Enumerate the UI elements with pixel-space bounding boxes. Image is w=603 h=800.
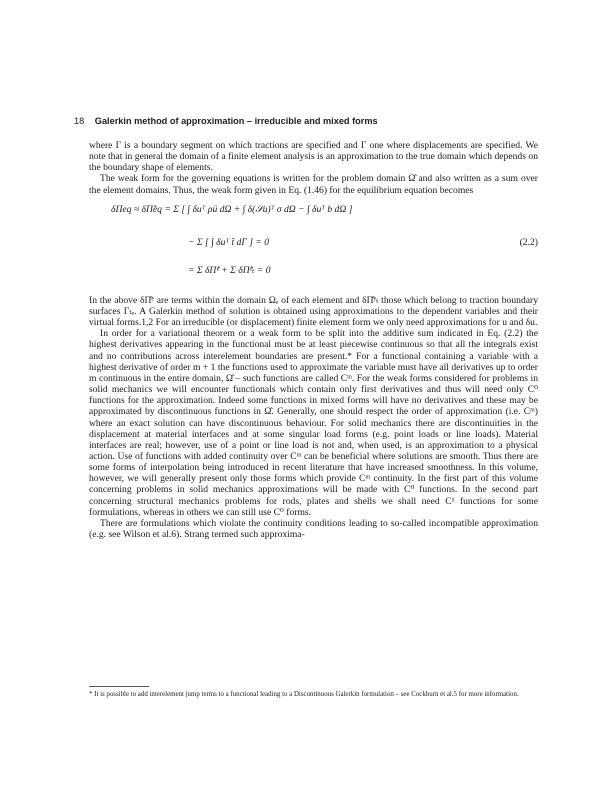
paragraph-2: The weak form for the governing equations is written for the problem domain Ω̂ and also written as a sum over the element domains. Thus, the weak form given in Eq. (1.46) for the equilibrium equation becomes: [89, 173, 538, 196]
equation-line-1: δΠeq ≈ δΠ̂eq = Σ [ ∫ δuᵀ ρü dΩ + ∫ δ(𝒮u)ᵀ σ dΩ − ∫ δuᵀ b dΩ ]: [111, 203, 353, 215]
footnote: * It is possible to add interelement jump terms to a functional leading to a Discontinuous Galerkin formulation – see Cockburn et al.5 for more information.: [89, 691, 519, 698]
equation-line-2: − Σ [ ∫ δuᵀ t̄ dΓ ] = 0: [188, 236, 270, 248]
equation-number: (2.2): [519, 236, 538, 248]
equation-line-3: = Σ δΠ̂ᵉ + Σ δΠ̂ᵉₜ = 0: [188, 264, 271, 276]
equation-2-2: [89, 199, 538, 291]
page-number: 18: [74, 116, 85, 126]
running-title: Galerkin method of approximation – irreducible and mixed forms: [94, 116, 378, 126]
paragraph-4: In order for a variational theorem or a weak form to be split into the additive sum indicated in Eq. (2.2) the highest derivatives appearing in the functional must be at least piecewise continuous so that all the integrals exist and no contributions across interelement boundaries are present.* For a functional containing a variable with a highest derivative of order m + 1 the functions used to approximate the variable must have all derivatives up to order m continuous in the entire domain, Ω̂ – such functions are called Cᵐ. For the weak forms considered for problems in solid mechanics we will encounter functionals which contain only first derivatives and thus will need only C⁰ functions for the approximation. Indeed some functions in mixed forms will have no derivatives and these may be approximated by discontinuous functions in Ω̂. Generally, one should respect the order of approximation (i.e. Cᵐ) where an exact solution can have discontinuous behaviour. For solid mechanics there are discontinuities in the displacement at material interfaces and at some singular load forms (e.g. point loads or line loads). Material interfaces are real; however, use of a point or line load is not and, when used, is an approximation to a physical action. Use of functions with added continuity over Cᵐ can be beneficial where solutions are smooth. Thus there are some forms of interpolation being introduced in recent literature that have increased smoothness. In this volume, however, we will generally present only those forms which provide Cᵐ continuity. In the first part of this volume concerning problems in solid mechanics approximations will be made with C⁰ functions. In the second part concerning structural mechanics problems for rods, plates and shells we shall need C¹ functions for some formulations, whereas in others we can still use C⁰ forms.: [89, 328, 538, 518]
footnote-rule: [89, 686, 149, 687]
paragraph-5: There are formulations which violate the continuity conditions leading to so-called incompatible approximation (e.g. see Wilson et al.6). Strang termed such approxima-: [89, 517, 538, 541]
body-text: [89, 140, 538, 540]
running-header: [74, 116, 378, 126]
paragraph-1: where Γ is a boundary segment on which tractions are specified and Γ one where displacements are specified. We note that in general the domain of a finite element analysis is an approximation to the true domain which depends on the boundary shape of elements.: [89, 140, 538, 174]
paragraph-3: In the above δΠ̂ᵉ are terms within the domain Ωₑ of each element and δΠ̂ᵉₜ those which belong to traction boundary surfaces Γₜₑ. A Galerkin method of solution is obtained using approximations to the dependent variables and their virtual forms.1,2 For an irreducible (or displacement) finite element form we only need approximations for u and δu.: [89, 294, 538, 329]
